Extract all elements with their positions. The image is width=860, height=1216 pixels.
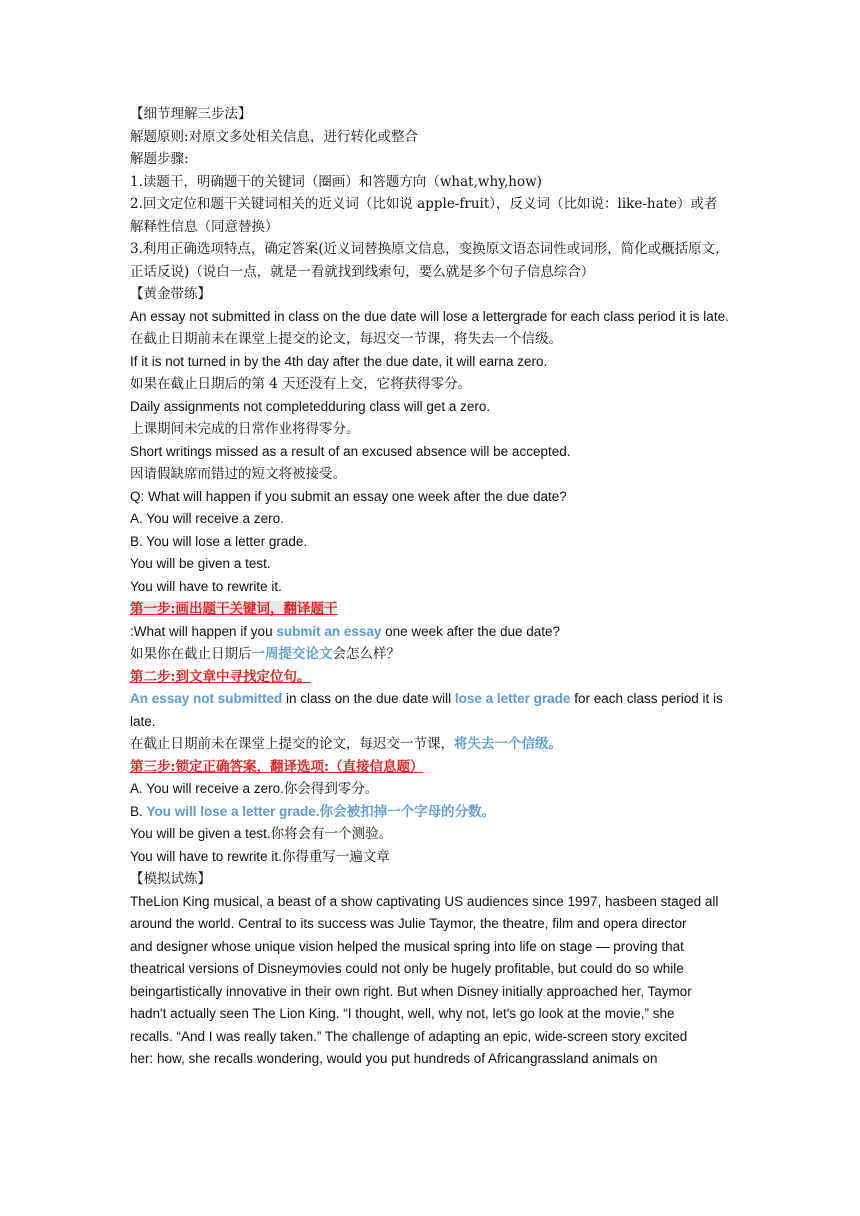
step-two-sentence [130, 688, 730, 733]
practice-question: Q: What will happen if you submit an essay one week after the due date? [130, 488, 567, 504]
step-one-title: 第一步:画出题干关键词，翻译题干 [130, 601, 338, 617]
step-two-mid: in class on the due date will [282, 691, 455, 706]
method-steps-label: 解题步骤: [130, 151, 189, 167]
step-three-option-a: A. You will receive a zero.你会得到零分。 [130, 781, 379, 796]
step-two-translation [130, 733, 730, 756]
step-one-q-pre: :What will happen if you [130, 623, 277, 639]
step-three-b-answer: You will lose a letter grade.你会被扣掉一个字母的分数。 [146, 803, 496, 819]
practice-cn-2: 如果在截止日期后的第 4 天还没有上交，它将获得零分。 [130, 376, 472, 392]
step-two-post: for each class period it is late. [130, 691, 723, 729]
step-one-question [130, 621, 730, 644]
mock-passage-line: her: how, she recalls wondering, would you put hundreds of Africangrassland animals on [130, 1051, 658, 1066]
mock-passage-line: and designer whose unique vision helped the musical spring into life on stage — proving that [130, 938, 684, 954]
mock-heading: 【模拟试炼】 [130, 871, 211, 887]
step-three-b-prefix: B. [130, 803, 147, 819]
mock-passage-line: theatrical versions of Disneymovies could not only be hugely profitable, but could do so while [130, 961, 684, 976]
document-page [130, 103, 730, 1071]
step-one-translation [130, 643, 730, 666]
step-three-option-d: You will have to rewrite it.你得重写一遍文章 [130, 848, 390, 864]
mock-passage-line: TheLion King musical, a beast of a show captivating US audiences since 1997, hasbeen staged all [130, 893, 719, 909]
step-three-title-line [130, 756, 730, 779]
step-two-cn-pre: 在截止日期前未在课堂上提交的论文，每迟交一节课， [130, 736, 454, 752]
practice-cn-3: 上课期间未完成的日常作业将得零分。 [130, 421, 360, 437]
mock-passage-line: recalls. “And I was really taken.” The challenge of adapting an epic, wide-screen story excited [130, 1028, 688, 1044]
practice-option-a: A. You will receive a zero. [130, 511, 284, 526]
method-step-1: 1.读题干，明确题干的关键词（圈画）和答题方向（what,why,how) [130, 173, 542, 190]
method-step-2: 2.回文定位和题干关键词相关的近义词（比如说 apple-fruit），反义词（比如说：like-hate）或者解释性信息（同意替换） [130, 196, 718, 235]
practice-en-4: Short writings missed as a result of an excused absence will be accepted. [130, 443, 571, 459]
step-two-cn-keyword: 将失去一个信级。 [454, 736, 562, 752]
mock-passage-line: hadn't actually seen The Lion King. “I thought, well, why not, let's go look at the movie,” she [130, 1006, 675, 1021]
step-three-option-b [130, 801, 730, 824]
method-principle: 解题原则:对原文多处相关信息，进行转化或整合 [130, 128, 419, 145]
practice-option-d: You will have to rewrite it. [130, 578, 282, 594]
step-one-cn-pre: 如果你在截止日期后 [130, 646, 252, 662]
practice-cn-1: 在截止日期前未在课堂上提交的论文，每迟交一节课，将失去一个信级。 [130, 331, 562, 347]
practice-cn-4: 因请假缺席而错过的短文将被接受。 [130, 466, 346, 482]
step-two-title: 第二步:到文章中寻找定位句。 [130, 668, 311, 685]
practice-option-c: You will be given a test. [130, 556, 271, 571]
practice-en-2: If it is not turned in by the 4th day after the due date, it will earna zero. [130, 353, 548, 369]
practice-option-b: B. You will lose a letter grade. [130, 533, 308, 549]
step-two-keyword-2: lose a letter grade [454, 691, 571, 706]
mock-passage-line: beingartistically innovative in their own right. But when Disney initially approached her, Taymor [130, 983, 692, 999]
method-heading: 【细节理解三步法】 [130, 106, 252, 122]
step-two-title-line [130, 666, 730, 689]
step-one-q-keyword: submit an essay [276, 623, 382, 639]
step-one-q-post: one week after the due date? [381, 623, 561, 639]
step-three-option-c: You will be given a test.你将会有一个测验。 [130, 826, 393, 841]
step-two-keyword-1: An essay not submitted [130, 691, 283, 706]
step-three-title: 第三步:锁定正确答案，翻译选项:（直接信息题） [130, 758, 424, 775]
step-one-cn-keyword: 一周提交论文 [251, 646, 333, 662]
step-one-cn-post: 会怎么样？ [332, 646, 400, 662]
step-one-title-line [130, 598, 730, 621]
method-step-3: 3.利用正确选项特点，确定答案(近义词替换原文信息，变换原文语态词性或词形，简化或概括原文，正话反说)（说白一点，就是一看就找到线索句，要么就是多个句子信息综合） [130, 241, 729, 280]
mock-passage-line: around the world. Central to its success was Julie Taymor, the theatre, film and opera director [130, 916, 687, 931]
practice-en-1: An essay not submitted in class on the due date will lose a lettergrade for each class period it is late. [130, 308, 729, 324]
practice-heading: 【黄金带练】 [130, 286, 211, 302]
practice-en-3: Daily assignments not completedduring class will get a zero. [130, 398, 491, 414]
